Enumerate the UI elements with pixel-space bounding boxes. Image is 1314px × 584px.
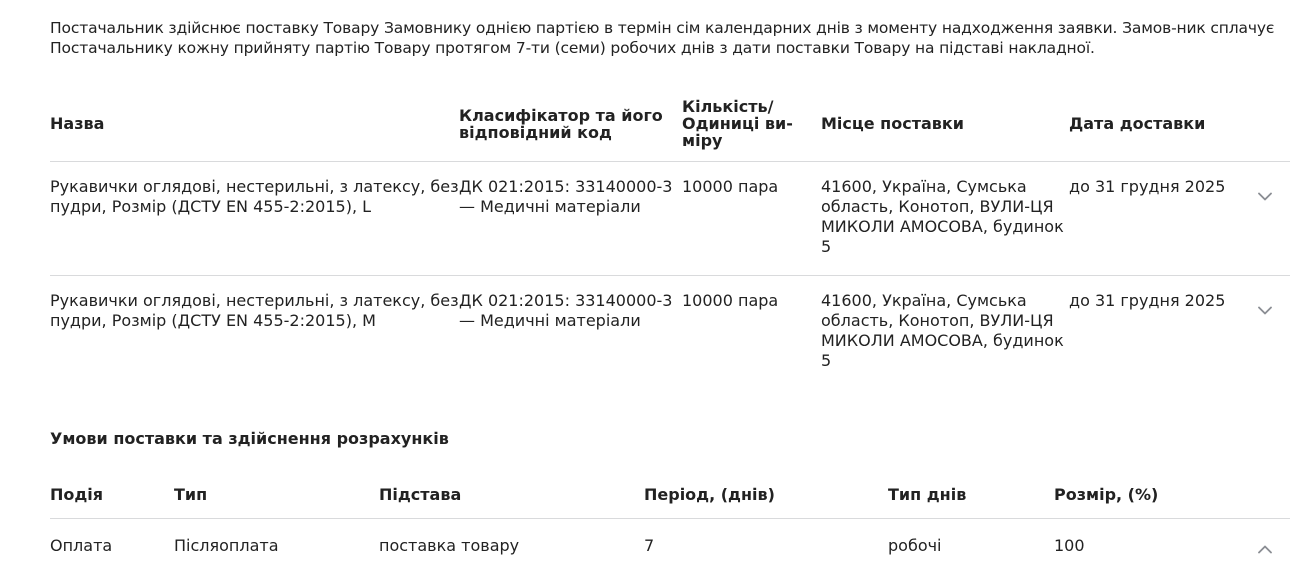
term-type: Післяоплата [174,536,279,555]
header-basis: Підстава [379,485,462,504]
item-classifier: ДК 021:2015: 33140000-3 — Медичні матеріали [459,291,673,330]
table-row[interactable] [50,276,1290,389]
chevron-down-icon[interactable] [1258,306,1272,315]
items-table-header [50,86,1290,162]
item-name: Рукавички оглядові, нестерильні, з латексу, без пудри, Розмір (ДСТУ EN 455-2:2015), M [50,291,459,330]
header-type: Тип [174,485,208,504]
chevron-up-icon[interactable] [1258,545,1272,554]
header-event: Подія [50,485,104,504]
payment-terms-table [50,482,1290,556]
tender-delivery-description: Постачальник здійснює поставку Товару Замовнику однією партією в термін сім календарних днів з моменту надходження заявки. Замов-ник сплачує Постачальнику кожну прийняту партію Товару протягом 7-ти (семи) робочих днів з дати поставки Товару на підставі накладної. [50,19,1275,57]
term-period: 7 [644,536,655,555]
item-quantity: 10000 пара [682,177,779,196]
section-title-delivery-terms: Умови поставки та здійснення розрахунків [50,429,449,448]
term-days-type: робочі [888,536,942,555]
header-name: Назва [50,114,105,133]
item-date: до 31 грудня 2025 [1069,291,1226,310]
item-quantity: 10000 пара [682,291,779,310]
table-row[interactable] [50,162,1290,276]
header-period: Період, (днів) [644,485,775,504]
item-name: Рукавички оглядові, нестерильні, з латексу, без пудри, Розмір (ДСТУ EN 455-2:2015), L [50,177,459,216]
item-place: 41600, Україна, Сумська область, Конотоп, ВУЛИ-ЦЯ МИКОЛИ АМОСОВА, будинок 5 [821,291,1064,370]
table-row[interactable] [50,519,1290,556]
item-classifier: ДК 021:2015: 33140000-3 — Медичні матеріали [459,177,673,216]
item-date: до 31 грудня 2025 [1069,177,1226,196]
header-place: Місце поставки [821,114,964,133]
item-place: 41600, Україна, Сумська область, Конотоп, ВУЛИ-ЦЯ МИКОЛИ АМОСОВА, будинок 5 [821,177,1064,256]
term-size: 100 [1054,536,1085,555]
items-table [50,86,1290,389]
header-days-type: Тип днів [888,485,967,504]
header-quantity: Кількість/ Одиниці ви-міру [682,97,793,150]
header-size: Розмір, (%) [1054,485,1159,504]
term-basis: поставка товару [379,536,520,555]
term-event: Оплата [50,536,113,555]
chevron-down-icon[interactable] [1258,192,1272,201]
header-date: Дата доставки [1069,114,1206,133]
header-classifier: Класифікатор та його відповідний код [459,105,663,142]
terms-table-header [50,482,1290,519]
